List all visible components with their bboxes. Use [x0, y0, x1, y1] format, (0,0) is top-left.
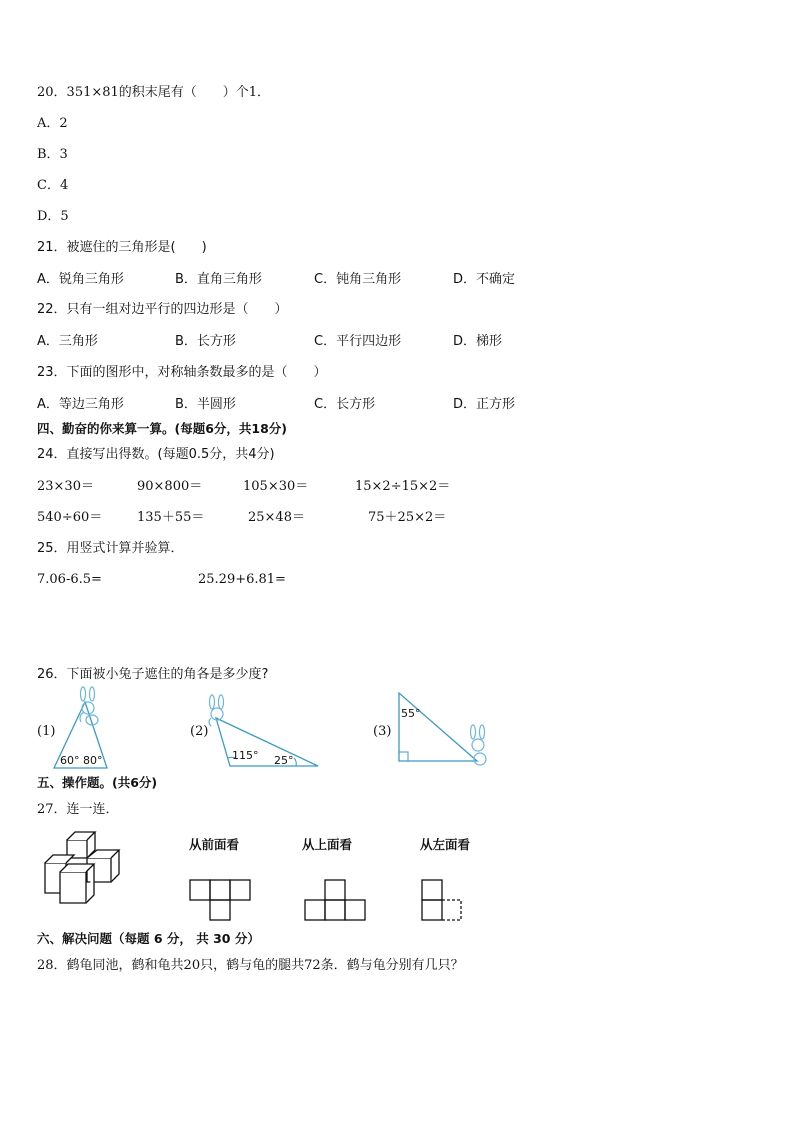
q21-option-c[interactable]: C．钝角三角形 [314, 272, 402, 287]
fig2-angle-b: 25° [274, 754, 294, 767]
top-view-grid [305, 880, 365, 920]
q28-stem: 28．鹤龟同池，鹤和龟共20只，鹤与龟的腿共72条．鹤与龟分别有几只？ [37, 958, 464, 973]
view-top-label: 从上面看 [302, 837, 353, 852]
q24-item-1: 23×30＝ [37, 479, 94, 494]
fig1-angles: 60° 80° [60, 754, 103, 767]
q22-option-d[interactable]: D．梯形 [453, 334, 503, 349]
rabbit-icon-2 [209, 695, 224, 726]
q24-item-5: 540÷60＝ [37, 510, 103, 525]
q27-stem: 27．连一连． [37, 802, 119, 817]
q24-stem: 24．直接写出得数。(每题0.5分，共4分) [37, 447, 275, 462]
front-view-grid [190, 880, 250, 920]
section6-title: 六、解决问题（每题 6 分， 共 30 分） [37, 931, 260, 946]
q24-item-4: 15×2÷15×2＝ [355, 479, 451, 494]
q21-option-a[interactable]: A．锐角三角形 [37, 272, 124, 287]
q24-item-6: 135＋55＝ [137, 510, 205, 525]
q25-item-2: 25.29+6.81= [198, 572, 286, 587]
q23-option-a[interactable]: A．等边三角形 [37, 397, 124, 412]
q24-item-7: 25×48＝ [248, 510, 305, 525]
fig2-angle-a: 115° [232, 749, 259, 762]
q23-option-d[interactable]: D．正方形 [453, 397, 516, 412]
fig2-label: (2) [190, 724, 209, 739]
fig3-label: (3) [373, 724, 392, 739]
fig1-label: (1) [37, 724, 56, 739]
q22-option-c[interactable]: C．平行四边形 [314, 334, 402, 349]
left-view-grid [422, 880, 461, 920]
q21-option-b[interactable]: B．直角三角形 [175, 272, 262, 287]
view-front-label: 从前面看 [189, 837, 240, 852]
q24-item-8: 75＋25×2＝ [368, 510, 447, 525]
rabbit-icon-1 [80, 687, 98, 725]
q26-stem: 26．下面被小兔子遮住的角各是多少度? [37, 667, 269, 682]
q20-option-a[interactable]: A．2 [37, 116, 68, 131]
q20-option-b[interactable]: B．3 [37, 147, 68, 162]
q20-stem: 20．351×81的积末尾有（ ）个1． [37, 85, 271, 100]
q23-option-c[interactable]: C．长方形 [314, 397, 376, 412]
cube-structure [45, 832, 119, 903]
q23-option-b[interactable]: B．半圆形 [175, 397, 236, 412]
q24-item-3: 105×30＝ [243, 479, 309, 494]
q24-item-2: 90×800＝ [137, 479, 203, 494]
q25-item-1: 7.06-6.5= [37, 572, 102, 587]
fig3-triangle [399, 693, 477, 761]
q22-stem: 22．只有一组对边平行的四边形是（ ） [37, 302, 288, 317]
fig3-angle: 55° [401, 707, 421, 720]
q22-option-a[interactable]: A．三角形 [37, 334, 98, 349]
section4-title: 四、勤奋的你来算一算。(每题6分，共18分) [37, 421, 288, 436]
rabbit-icon-3 [471, 725, 487, 765]
section5-title: 五、操作题。(共6分) [37, 775, 158, 790]
q23-stem: 23．下面的图形中，对称轴条数最多的是（ ） [37, 365, 327, 380]
q20-option-d[interactable]: D．5 [37, 209, 69, 224]
q21-stem: 21．被遮住的三角形是( ) [37, 240, 207, 255]
q20-option-c[interactable]: C．4 [37, 178, 69, 193]
q25-stem: 25．用竖式计算并验算． [37, 541, 184, 556]
view-left-label: 从左面看 [420, 837, 471, 852]
q21-option-d[interactable]: D．不确定 [453, 272, 516, 287]
q22-option-b[interactable]: B．长方形 [175, 334, 236, 349]
